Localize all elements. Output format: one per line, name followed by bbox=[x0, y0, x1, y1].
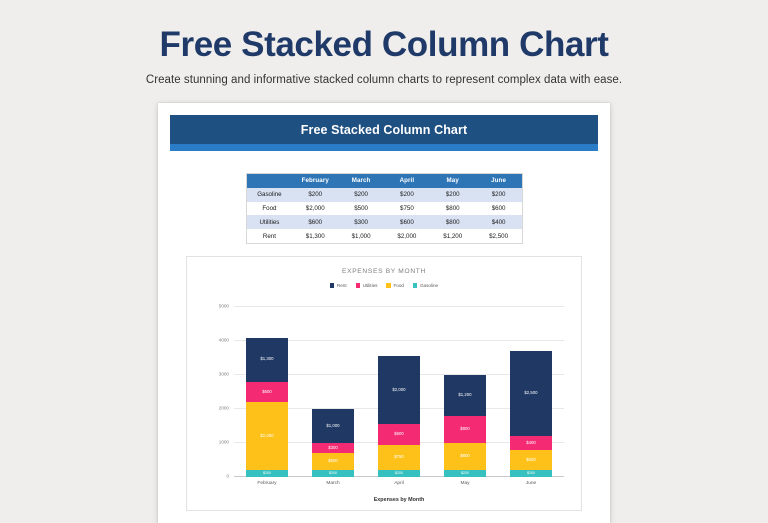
expenses-table bbox=[247, 174, 522, 243]
table-cell: $800 bbox=[445, 204, 460, 212]
chart-bar-column-may[interactable] bbox=[444, 375, 486, 477]
legend-item-rent[interactable] bbox=[330, 283, 347, 288]
chart-segment-food[interactable] bbox=[246, 402, 288, 470]
chart-segment-label: $400 bbox=[526, 439, 536, 445]
chart-y-tick-label: 3000 bbox=[218, 371, 229, 377]
chart-segment-utilities[interactable] bbox=[312, 443, 354, 453]
chart-segment-label: $200 bbox=[329, 470, 337, 475]
table-col-header-march: March bbox=[338, 174, 384, 188]
chart-plot-area bbox=[218, 303, 564, 479]
chart-segment-rent[interactable] bbox=[444, 375, 486, 416]
table-cell: $200 bbox=[292, 188, 338, 202]
chart-x-label-april: April bbox=[394, 480, 404, 486]
legend-swatch-icon bbox=[386, 283, 391, 288]
chart-segment-label: $750 bbox=[394, 454, 404, 460]
chart-title: EXPENSES BY MONTH bbox=[342, 267, 426, 275]
chart-segment-rent[interactable] bbox=[510, 351, 552, 436]
chart-segment-label: $1,200 bbox=[458, 392, 472, 398]
table-cell: $600 bbox=[491, 204, 506, 212]
chart-y-tick-label: 2000 bbox=[218, 405, 229, 411]
chart-x-tick-labels bbox=[234, 481, 564, 486]
chart-segment-label: $800 bbox=[460, 453, 470, 459]
document-accent-bar bbox=[170, 144, 598, 151]
chart-segment-rent[interactable] bbox=[312, 409, 354, 443]
chart-segment-label: $2,000 bbox=[260, 432, 274, 438]
chart-segment-label: $1,000 bbox=[326, 422, 340, 428]
page-title: Free Stacked Column Chart bbox=[159, 25, 609, 64]
chart-bar-column-march[interactable] bbox=[312, 409, 354, 477]
chart-x-label-march: March bbox=[326, 480, 340, 486]
table-cell: $1,300 bbox=[305, 232, 325, 240]
chart-segment-label: $200 bbox=[395, 470, 403, 475]
chart-plot bbox=[187, 299, 581, 510]
chart-x-label-may: May bbox=[460, 480, 470, 486]
chart-segment-label: $600 bbox=[262, 388, 272, 394]
chart-segment-label: $2,000 bbox=[392, 387, 406, 393]
table-cell: $600 bbox=[384, 215, 430, 229]
table-row-label-food: Food bbox=[262, 204, 277, 212]
hero-section bbox=[0, 0, 768, 86]
table-col-header-february: February bbox=[292, 174, 338, 188]
chart-segment-label: $800 bbox=[460, 426, 470, 432]
chart-y-tick-label: 0 bbox=[226, 473, 229, 479]
table-header-row bbox=[247, 174, 522, 188]
chart-bar-column-february[interactable] bbox=[246, 338, 288, 477]
chart-panel bbox=[186, 256, 582, 511]
table-cell: $200 bbox=[430, 188, 476, 202]
legend-label: Rent bbox=[336, 282, 347, 288]
table-row-label-gasoline: Gasoline bbox=[247, 188, 293, 202]
table-cell: $300 bbox=[338, 215, 384, 229]
table-cell: $1,200 bbox=[443, 232, 463, 240]
table-col-header-june: June bbox=[476, 174, 522, 188]
table-cell: $200 bbox=[384, 188, 430, 202]
chart-segment-gasoline[interactable] bbox=[312, 470, 354, 477]
legend-item-utilities[interactable] bbox=[356, 283, 378, 288]
table-row-label-rent: Rent bbox=[262, 232, 276, 240]
chart-segment-label: $200 bbox=[527, 470, 535, 475]
table-row bbox=[247, 202, 522, 216]
table-cell: $800 bbox=[430, 215, 476, 229]
chart-x-label-june: June bbox=[525, 480, 537, 486]
chart-segment-label: $600 bbox=[394, 431, 404, 437]
legend-item-food[interactable] bbox=[386, 283, 403, 288]
table-cell: $600 bbox=[292, 215, 338, 229]
chart-segment-label: $600 bbox=[526, 456, 536, 462]
chart-segment-utilities[interactable] bbox=[378, 424, 420, 444]
chart-segment-gasoline[interactable] bbox=[444, 470, 486, 477]
chart-segment-label: $200 bbox=[263, 470, 271, 475]
chart-segment-food[interactable] bbox=[444, 443, 486, 470]
chart-x-label-february: February bbox=[257, 480, 277, 486]
table-row bbox=[247, 229, 522, 243]
legend-label: Gasoline bbox=[419, 282, 439, 288]
chart-y-tick-label: 5000 bbox=[218, 303, 229, 309]
table-col-header-april: April bbox=[384, 174, 430, 188]
legend-label: Food bbox=[393, 282, 404, 288]
table-row bbox=[247, 188, 522, 202]
legend-label: Utilities bbox=[362, 282, 378, 288]
table-cell: $2,000 bbox=[305, 204, 325, 212]
chart-segment-label: $500 bbox=[328, 458, 338, 464]
chart-segment-food[interactable] bbox=[510, 450, 552, 470]
chart-segment-utilities[interactable] bbox=[246, 382, 288, 402]
table-cell: $2,000 bbox=[397, 232, 417, 240]
expenses-table-container bbox=[246, 173, 523, 244]
chart-segment-food[interactable] bbox=[378, 445, 420, 471]
page-subtitle: Create stunning and informative stacked column charts to represent complex data with ease. bbox=[145, 73, 623, 86]
table-col-header-may: May bbox=[430, 174, 476, 188]
chart-segment-gasoline[interactable] bbox=[246, 470, 288, 477]
table-row bbox=[247, 215, 522, 229]
legend-swatch-icon bbox=[330, 283, 335, 288]
chart-segment-label: $200 bbox=[461, 470, 469, 475]
chart-segment-label: $300 bbox=[328, 444, 338, 450]
document-header bbox=[170, 115, 598, 144]
table-cell: $750 bbox=[400, 204, 414, 212]
chart-segment-gasoline[interactable] bbox=[510, 470, 552, 477]
table-cell: $200 bbox=[476, 188, 522, 202]
table-cell: $200 bbox=[338, 188, 384, 202]
table-cell: $1,000 bbox=[351, 232, 371, 240]
chart-segment-utilities[interactable] bbox=[444, 416, 486, 443]
chart-segment-rent[interactable] bbox=[378, 356, 420, 424]
chart-x-axis-title: Expenses by Month bbox=[373, 496, 425, 503]
chart-segment-gasoline[interactable] bbox=[378, 470, 420, 477]
chart-bar-column-april[interactable] bbox=[378, 356, 420, 477]
document-header-title: Free Stacked Column Chart bbox=[300, 122, 468, 137]
chart-legend bbox=[187, 283, 581, 288]
legend-item-gasoline[interactable] bbox=[413, 283, 438, 288]
chart-segment-food[interactable] bbox=[312, 453, 354, 470]
chart-segment-rent[interactable] bbox=[246, 338, 288, 382]
chart-y-tick-label: 4000 bbox=[218, 337, 229, 343]
table-cell: $500 bbox=[354, 204, 368, 212]
document-card bbox=[158, 103, 610, 523]
chart-bar-column-june[interactable] bbox=[510, 351, 552, 477]
legend-swatch-icon bbox=[413, 283, 418, 288]
table-body bbox=[247, 188, 522, 243]
table-cell: $400 bbox=[476, 215, 522, 229]
chart-y-tick-label: 1000 bbox=[218, 439, 229, 445]
table-corner-cell bbox=[247, 174, 293, 188]
chart-segment-label: $1,300 bbox=[260, 356, 274, 362]
legend-swatch-icon bbox=[356, 283, 361, 288]
chart-bars bbox=[234, 307, 564, 477]
table-cell: $2,500 bbox=[489, 232, 509, 240]
table-row-label-utilities: Utilities bbox=[247, 215, 293, 229]
chart-segment-utilities[interactable] bbox=[510, 436, 552, 450]
chart-segment-label: $2,500 bbox=[524, 390, 538, 396]
table-header-row-group bbox=[247, 174, 522, 188]
